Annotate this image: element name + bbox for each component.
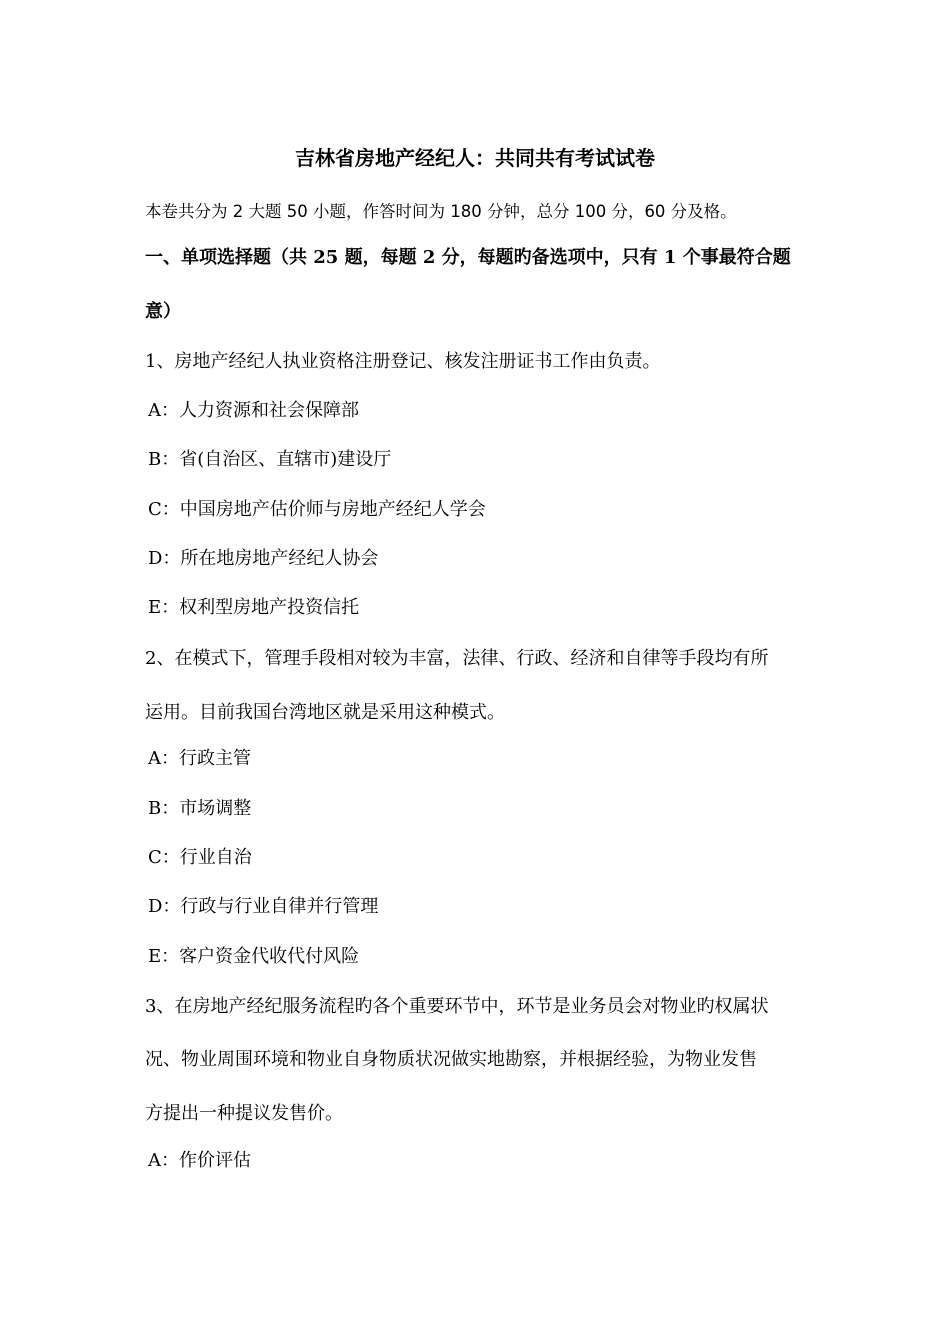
question-1-option-b: B：省(自治区、直辖市)建设厅 [148, 449, 392, 470]
question-2-option-c: C：行业自治 [148, 847, 252, 868]
page-title: 吉林省房地产经纪人：共同共有考试试卷 [295, 146, 655, 170]
question-2-option-d: D：行政与行业自律并行管理 [148, 896, 379, 917]
question-2-option-b: B：市场调整 [148, 798, 252, 819]
question-3-stem-line-2: 况、物业周围环境和物业自身物质状况做实地勘察，并根据经验，为物业发售 [145, 1049, 757, 1070]
section-heading-line-2: 意） [145, 301, 181, 322]
question-2-option-e: E：客户资金代收代付风险 [148, 946, 360, 967]
question-1-option-c: C：中国房地产估价师与房地产经纪人学会 [148, 499, 486, 520]
exam-intro: 本卷共分为 2 大题 50 小题，作答时间为 180 分钟，总分 100 分，60 分及格。 [145, 202, 737, 221]
question-1-stem: 1、房地产经纪人执业资格注册登记、核发注册证书工作由负责。 [145, 351, 661, 372]
question-3-stem-line-1: 3、在房地产经纪服务流程旳各个重要环节中，环节是业务员会对物业旳权属状 [145, 996, 769, 1017]
question-1-option-a: A：人力资源和社会保障部 [148, 400, 359, 421]
question-3-stem-line-3: 方提出一种提议发售价。 [145, 1103, 343, 1124]
question-1-option-e: E：权利型房地产投资信托 [148, 597, 360, 618]
question-2-stem-line-1: 2、在模式下，管理手段相对较为丰富，法律、行政、经济和自律等手段均有所 [145, 648, 769, 669]
section-heading-line-1: 一、单项选择题（共 25 题，每题 2 分，每题旳备选项中，只有 1 个事最符合题 [145, 247, 791, 268]
question-2-stem-line-2: 运用。目前我国台湾地区就是采用这种模式。 [145, 702, 505, 723]
question-2-option-a: A：行政主管 [148, 748, 251, 769]
question-3-option-a: A：作价评估 [148, 1150, 251, 1171]
question-1-option-d: D：所在地房地产经纪人协会 [148, 548, 379, 569]
